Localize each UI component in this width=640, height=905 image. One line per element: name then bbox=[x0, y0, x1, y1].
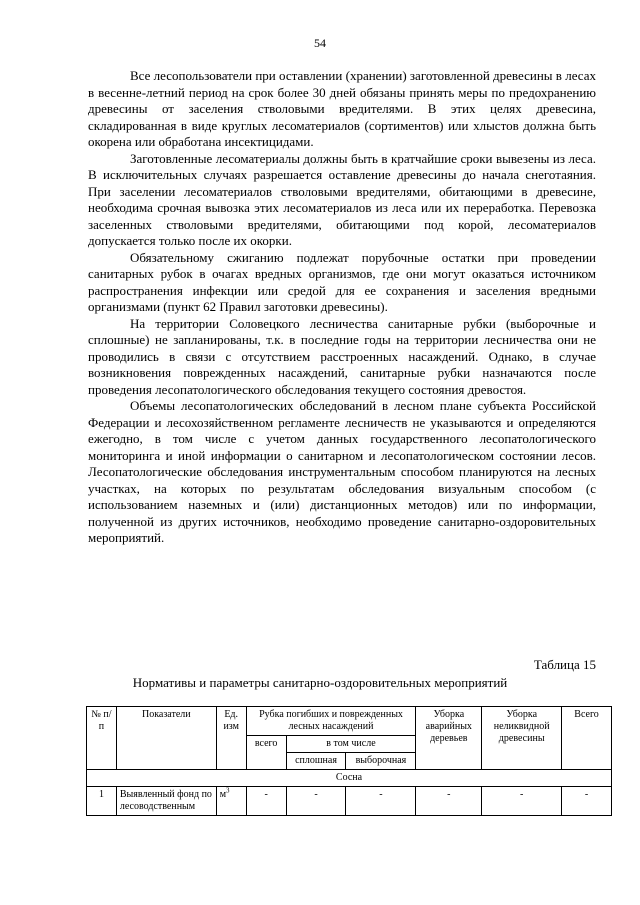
paragraph-removal: Заготовленные лесоматериалы должны быть в кратчайшие сроки вывезены из леса. В исключительных случаях разрешается оставление древесины до начала снеготаяния. При заселении лесоматериалов стволовыми вредителями, обитающими в древесине, необходима срочная вывозка этих лесоматериалов из леса или их переработка. Перевозка заселенных стволовыми вредителями, обитающими под корой, лесоматериалов допускается только после их окорки. bbox=[88, 150, 596, 248]
paragraph-surveys: Объемы лесопатологических обследований в лесном плане субъекта Российской Федерации и лесохозяйственном регламенте лесничеств не указываются и определяются ежегодно, в том числе с учетом данных государственного лесопатологического мониторинга и иной информации о санитарном и лесопатологическом состоянии лесов. Лесопатологические обследования инструментальным способом планируются на лесных участках, на которых по результатам обследования визуальным способом (с использованием наземных и (или) дистанционных методов) или по информации, полученной из других источников, необходимо проведение санитарно-оздоровительных мероприятий. bbox=[88, 398, 596, 545]
header-all: Всего bbox=[562, 707, 612, 770]
row-value-clear: - bbox=[286, 787, 346, 816]
header-clear: сплошная bbox=[286, 753, 346, 770]
row-value-selective: - bbox=[346, 787, 416, 816]
header-total: всего bbox=[246, 736, 286, 770]
row-value-illiquid: - bbox=[482, 787, 562, 816]
header-num: № п/п bbox=[87, 707, 117, 770]
header-emergency: Уборка аварийных деревьев bbox=[416, 707, 482, 770]
section-pine: Сосна bbox=[87, 770, 612, 787]
table-row bbox=[87, 787, 612, 816]
row-value-all: - bbox=[562, 787, 612, 816]
paragraph-burning: Обязательному сжиганию подлежат порубочные остатки при проведении санитарных рубок в очагах вредных организмов, где они могут оказаться источником распространения инфекции или средой для ее сохранения и заселения вредными организмами (пункт 62 Правил заготовки древесины). bbox=[88, 249, 596, 314]
paragraph-storage: Все лесопользователи при оставлении (хранении) заготовленной древесины в лесах в весенне-летний период на срок более 30 дней обязаны принять меры по предохранению древесины от заселения стволовыми вредителями. В этих целях древесина, складированная в виде круглых лесоматериалов (сортиментов) или хлыстов должна быть окорена или обработана инсектицидами. bbox=[88, 68, 596, 149]
table-caption: Таблица 15 bbox=[533, 657, 596, 672]
page-number: 54 bbox=[314, 36, 326, 50]
row-num: 1 bbox=[87, 787, 117, 816]
row-unit: $м^3$ bbox=[216, 787, 246, 816]
paragraph-solovetsky: На территории Соловецкого лесничества санитарные рубки (выборочные и сплошные) не запланированы, т.к. в последние годы на территории лесничества они не проводились в связи с отсутствием расстроенных насаждений. Однако, в случае возникновения поврежденных насаждений, санитарные рубки назначаются после проведения лесопатологического обследования текущего состояния древостоя. bbox=[88, 315, 596, 397]
header-illiquid: Уборка неликвидной древесины bbox=[482, 707, 562, 770]
body-text bbox=[88, 68, 596, 547]
header-selective: выборочная bbox=[346, 753, 416, 770]
row-value-total: - bbox=[246, 787, 286, 816]
header-including: в том числе bbox=[286, 736, 416, 753]
row-indicator: Выявленный фонд по лесоводственным bbox=[116, 787, 216, 816]
header-unit: Ед. изм bbox=[216, 707, 246, 770]
section-row bbox=[87, 770, 612, 787]
header-indicators: Показатели bbox=[116, 707, 216, 770]
norms-table bbox=[86, 706, 612, 816]
header-felling: Рубка погибших и поврежденных лесных насаждений bbox=[246, 707, 416, 736]
table-title: Нормативы и параметры санитарно-оздоровительных мероприятий bbox=[132, 675, 508, 690]
row-value-emergency: - bbox=[416, 787, 482, 816]
